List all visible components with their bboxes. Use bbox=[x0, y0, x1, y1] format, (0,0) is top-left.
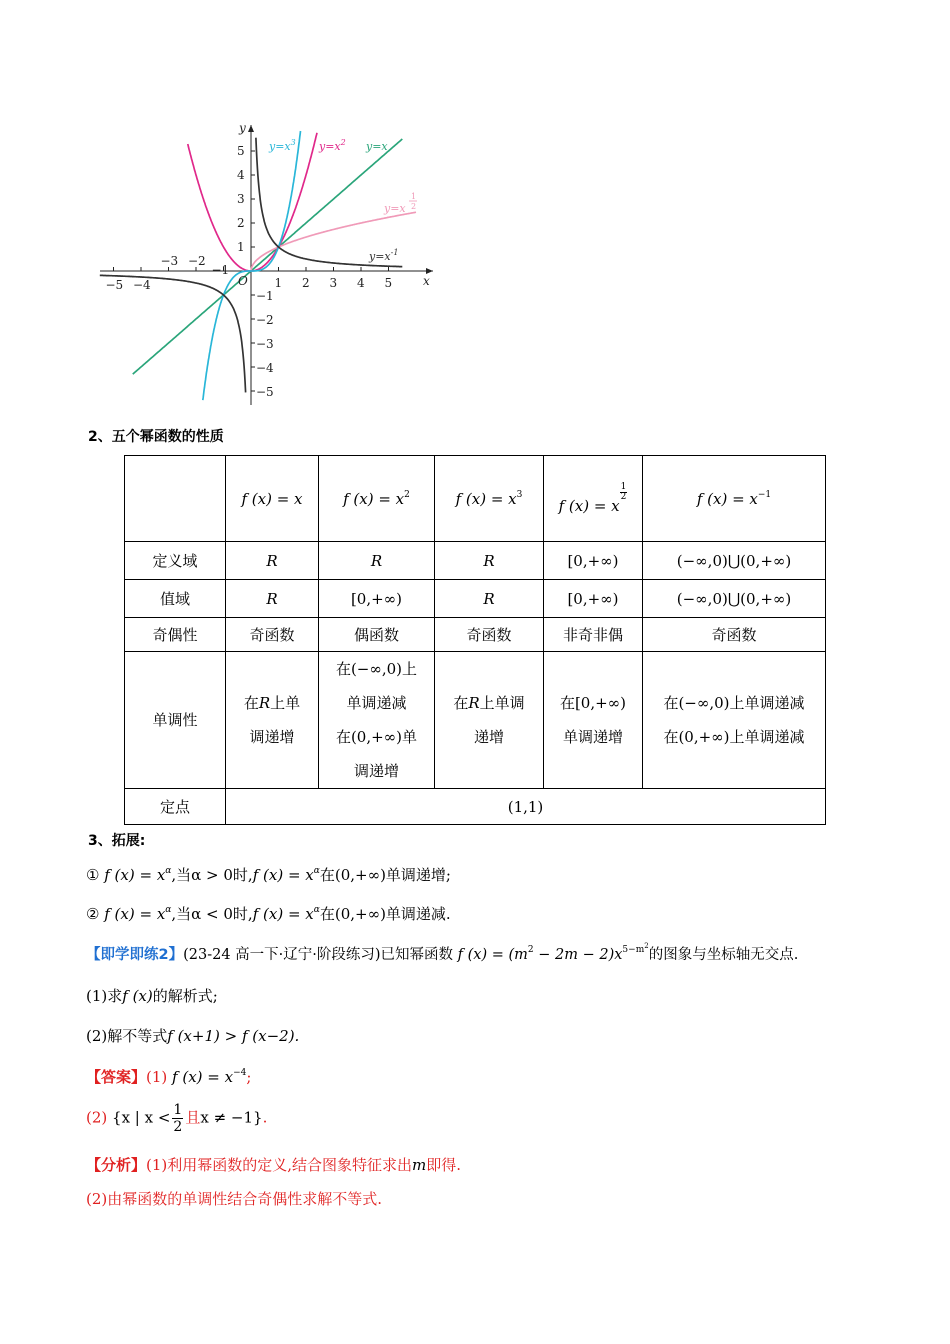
row-label: 奇偶性 bbox=[125, 618, 226, 652]
table-corner bbox=[125, 456, 226, 542]
formula: f (x) = (m bbox=[457, 947, 528, 963]
extension-line-2 bbox=[86, 903, 451, 924]
table-cell: 奇函数 bbox=[643, 618, 826, 652]
y-tick-label: −3 bbox=[256, 337, 274, 351]
func-label: f (x) = x bbox=[343, 489, 405, 508]
answer-tail: ; bbox=[246, 1068, 252, 1086]
formula: f (x) = x bbox=[104, 905, 166, 923]
x-tick-label: −3 bbox=[160, 254, 179, 268]
table-row-fixed-point bbox=[125, 789, 826, 825]
list-mark: ② bbox=[86, 905, 100, 923]
analysis-text: (1)利用幂函数的定义,结合图象特征求出 bbox=[146, 1156, 413, 1174]
exponent-text: 5−m bbox=[622, 945, 645, 955]
table-cell: 非奇非偶 bbox=[544, 618, 643, 652]
y-axis-label: y bbox=[239, 121, 246, 135]
formula: f (x) = x bbox=[172, 1068, 234, 1086]
mono-text: 调递增 bbox=[249, 728, 295, 746]
exponent: 2 bbox=[527, 945, 534, 955]
question-text: (1)求 bbox=[86, 987, 123, 1005]
answer-set: {x | x < bbox=[112, 1108, 171, 1127]
table-cell: [0,+∞) bbox=[544, 580, 643, 618]
table-cell: 奇函数 bbox=[435, 618, 544, 652]
formula: f (x) = x bbox=[252, 866, 314, 884]
mono-cell-3 bbox=[435, 652, 544, 789]
header-f4 bbox=[544, 456, 643, 542]
exponent bbox=[622, 942, 649, 955]
func-label: f (x) = x bbox=[558, 496, 620, 515]
row-label: 单调性 bbox=[125, 652, 226, 789]
table-header-row bbox=[125, 456, 826, 542]
answer-index: (2) bbox=[86, 1108, 108, 1127]
conclusion: 在(0,+∞)单调递减. bbox=[319, 905, 451, 923]
mono-text: 在 bbox=[453, 694, 469, 712]
mono-text: 在(0,+∞)单 bbox=[335, 728, 418, 746]
mono-text: 上单 bbox=[270, 694, 301, 712]
mono-text: 递增 bbox=[473, 728, 504, 746]
practice-tail: 的图象与坐标轴无交点. bbox=[648, 947, 799, 963]
analysis-text: 即得. bbox=[426, 1156, 462, 1174]
table-cell: [0,+∞) bbox=[319, 580, 435, 618]
exponent: α bbox=[165, 866, 172, 876]
exp-num: 1 bbox=[620, 481, 627, 492]
practice-source: (23-24 高一下·辽宁·阶段练习)已知幂函数 bbox=[183, 947, 454, 963]
mono-cell-2 bbox=[319, 652, 435, 789]
x-tick-label: 4 bbox=[357, 276, 365, 290]
table-row bbox=[125, 580, 826, 618]
conclusion: 在(0,+∞)单调递增; bbox=[319, 866, 451, 884]
table-cell: (−∞,0)⋃(0,+∞) bbox=[643, 542, 826, 580]
exponent: −4 bbox=[233, 1068, 247, 1078]
curves bbox=[100, 131, 416, 400]
exponent-fraction bbox=[620, 483, 628, 502]
mono-text: 上单调 bbox=[479, 694, 525, 712]
power-function-graph bbox=[98, 120, 448, 410]
formula: f (x) = x bbox=[252, 905, 314, 923]
question-text: (2)解不等式 bbox=[86, 1027, 168, 1045]
mono-text: 单调递减 bbox=[346, 694, 407, 712]
x-tick-label: −4 bbox=[133, 278, 151, 292]
row-label: 值域 bbox=[125, 580, 226, 618]
answer-tail: . bbox=[262, 1108, 268, 1127]
exponent: −1 bbox=[757, 489, 772, 500]
x-tick-label: 5 bbox=[384, 276, 393, 290]
variable: m bbox=[412, 1156, 427, 1174]
x-tick-label: −1 bbox=[211, 263, 230, 277]
exponent-exp: 2 bbox=[644, 942, 649, 950]
y-tick-label: 5 bbox=[237, 144, 245, 158]
y-tick-label: 2 bbox=[237, 216, 245, 230]
label-cube: $y=x^3$ bbox=[269, 138, 296, 153]
exponent: 2 bbox=[404, 489, 410, 500]
practice-statement bbox=[86, 943, 798, 964]
table-row bbox=[125, 542, 826, 580]
question-text: 的解析式; bbox=[152, 987, 218, 1005]
formula: − 2m − 2)x bbox=[533, 947, 623, 963]
condition: ,当α < 0时, bbox=[171, 905, 253, 923]
condition: ,当α > 0时, bbox=[171, 866, 253, 884]
header-f2 bbox=[319, 456, 435, 542]
denominator: 2 bbox=[173, 1119, 183, 1135]
mono-text: 调递增 bbox=[353, 762, 399, 780]
mono-text: 单调递增 bbox=[562, 728, 623, 746]
y-tick-label: −4 bbox=[256, 361, 274, 375]
mono-text: 在(0,+∞)上单调递减 bbox=[663, 728, 805, 746]
analysis-tag: 【分析】 bbox=[86, 1156, 147, 1174]
practice-tag: 【即学即练2】 bbox=[86, 947, 184, 963]
label-sqrt: y=x bbox=[384, 202, 406, 215]
y-tick-label: 1 bbox=[237, 240, 245, 254]
mono-cell-5 bbox=[643, 652, 826, 789]
origin-label: O bbox=[238, 274, 248, 288]
mono-cell-4 bbox=[544, 652, 643, 789]
exp-den: 2 bbox=[620, 491, 627, 502]
fraction bbox=[172, 1102, 183, 1135]
label-square: $y=x^2$ bbox=[319, 138, 346, 153]
answer-line-2 bbox=[86, 1102, 267, 1135]
mono-cell-1 bbox=[226, 652, 319, 789]
mono-text: 在 bbox=[243, 694, 259, 712]
x-tick-label: −2 bbox=[188, 254, 206, 268]
question-2 bbox=[86, 1025, 299, 1046]
y-tick-label: 3 bbox=[237, 192, 245, 206]
label-identity: y=x bbox=[366, 140, 388, 153]
table-row-monotonic bbox=[125, 652, 826, 789]
analysis-line-1 bbox=[86, 1154, 461, 1175]
label-sqrt-num: 1 bbox=[411, 192, 417, 201]
y-tick-label: −2 bbox=[256, 313, 274, 327]
list-mark: ① bbox=[86, 866, 100, 884]
fixed-point-value: (1,1) bbox=[226, 789, 826, 825]
x-tick-label: 3 bbox=[329, 276, 338, 290]
table-cell: R bbox=[435, 580, 544, 618]
header-f3 bbox=[435, 456, 544, 542]
table-cell: R bbox=[319, 542, 435, 580]
func-label: f (x) = x bbox=[241, 489, 303, 508]
func-label: f (x) = x bbox=[696, 489, 758, 508]
mono-text: 在(−∞,0)上 bbox=[335, 660, 418, 678]
y-tick-label: −1 bbox=[256, 289, 274, 303]
formula: f (x) = x bbox=[104, 866, 166, 884]
answer-index: (1) bbox=[146, 1068, 168, 1086]
conjunction: 且 bbox=[185, 1108, 201, 1127]
table-row bbox=[125, 618, 826, 652]
label-inverse: $y=x^{-1}$ bbox=[369, 248, 399, 263]
numerator: 1 bbox=[173, 1102, 183, 1118]
formula: f (x+1) > f (x−2). bbox=[167, 1027, 300, 1045]
question-1 bbox=[86, 985, 218, 1006]
row-label: 定义域 bbox=[125, 542, 226, 580]
y-tick-label: 4 bbox=[237, 168, 245, 182]
answer-tag: 【答案】 bbox=[86, 1068, 147, 1086]
x-tick-label: −5 bbox=[105, 278, 124, 292]
row-label: 定点 bbox=[125, 789, 226, 825]
exponent: α bbox=[313, 866, 320, 876]
formula: f (x) bbox=[122, 987, 153, 1005]
mono-text: 在(−∞,0)上单调递减 bbox=[663, 694, 805, 712]
mono-text: R bbox=[258, 694, 271, 712]
answer-line-1 bbox=[86, 1066, 251, 1087]
table-cell: (−∞,0)⋃(0,+∞) bbox=[643, 580, 826, 618]
answer-set: x ≠ −1} bbox=[200, 1108, 263, 1127]
analysis-line-2: (2)由幂函数的单调性结合奇偶性求解不等式. bbox=[86, 1190, 383, 1208]
extension-line-1 bbox=[86, 864, 451, 885]
table-cell: R bbox=[226, 580, 319, 618]
table-cell: [0,+∞) bbox=[544, 542, 643, 580]
section-2-title: 2、五个幂函数的性质 bbox=[88, 429, 224, 445]
table-cell: 奇函数 bbox=[226, 618, 319, 652]
header-f5 bbox=[643, 456, 826, 542]
section-3-title: 3、拓展: bbox=[88, 833, 146, 849]
exponent: α bbox=[165, 905, 172, 915]
exponent: 3 bbox=[516, 489, 523, 500]
x-axis-label: x bbox=[423, 274, 430, 288]
table-cell: R bbox=[226, 542, 319, 580]
header-f1 bbox=[226, 456, 319, 542]
mono-text: 在[0,+∞) bbox=[559, 694, 627, 712]
y-tick-label: −5 bbox=[256, 385, 274, 399]
mono-text: R bbox=[468, 694, 480, 712]
x-tick-label: 2 bbox=[302, 276, 310, 290]
y-axis-arrow bbox=[248, 125, 254, 132]
func-label: f (x) = x bbox=[455, 489, 517, 508]
table-cell: 偶函数 bbox=[319, 618, 435, 652]
label-sqrt-den: 2 bbox=[411, 202, 417, 211]
properties-table bbox=[124, 455, 826, 825]
exponent: α bbox=[313, 905, 320, 915]
x-tick-label: 1 bbox=[274, 276, 283, 290]
table-cell: R bbox=[435, 542, 544, 580]
